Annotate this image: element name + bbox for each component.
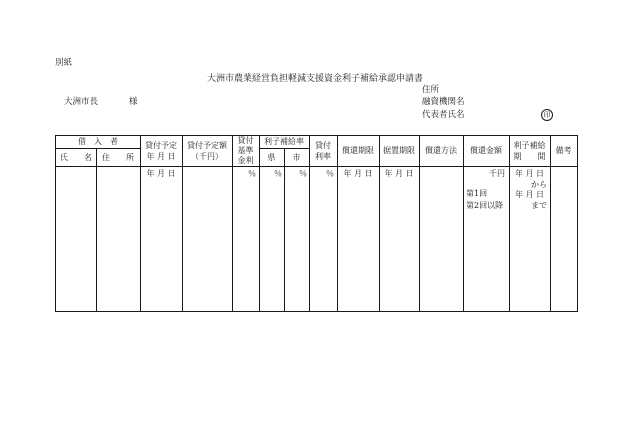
header-bottom-rule (56, 166, 577, 167)
repay-date-cell: 年 月 日 (343, 169, 373, 178)
repay-period-header: 償還期限 (342, 146, 374, 155)
attachment-label: 別紙 (55, 58, 73, 68)
prefecture-header: 県 (267, 153, 276, 162)
address-header: 住 所 (102, 153, 134, 162)
period-from-label: から (531, 180, 547, 189)
repay-method-header: 償還方法 (425, 146, 457, 155)
addressee: 大洲市長 (64, 97, 99, 107)
loan-rate-header: 利率 (315, 152, 331, 161)
loan-amount-header: 貸付予定額 (187, 141, 227, 150)
base-rate-header: 金利 (237, 156, 254, 165)
col-rule (550, 136, 551, 311)
col-rule (419, 136, 420, 311)
remarks-header: 備考 (555, 146, 572, 155)
representative-label: 代表者氏名 (422, 110, 465, 120)
loan-schedule-header: 貸付予定 (145, 141, 177, 150)
col-rule (337, 136, 338, 311)
seal-mark: 印 (541, 109, 553, 121)
loan-rate-header: 貸付 (315, 141, 331, 150)
period-to-label: まで (531, 201, 547, 210)
col-rule (140, 136, 141, 311)
institution-label: 融資機関名 (422, 97, 465, 107)
loan-rate-cell: ％ (326, 169, 334, 178)
subsidy-rate-header: 利子補給率 (264, 137, 304, 146)
city-rate-cell: ％ (299, 169, 307, 178)
col-rule (509, 136, 510, 311)
pref-rate-cell: ％ (274, 169, 282, 178)
col-rule (379, 136, 380, 311)
loan-amount-unit: （千円） (191, 152, 223, 161)
col-rule (463, 136, 464, 311)
address-label: 住所 (422, 85, 440, 95)
base-rate-header: 基準 (237, 146, 254, 155)
later-installments: 第2回以降 (466, 201, 504, 210)
loan-schedule-date-header: 年 月 日 (146, 152, 176, 161)
col-rule (309, 136, 310, 311)
grace-period-header: 据置期限 (383, 146, 415, 155)
first-installment: 第1回 (466, 189, 488, 198)
borrower-subrule (56, 148, 140, 149)
subsidy-period-header: 期 間 (513, 152, 546, 161)
city-header: 市 (292, 153, 301, 162)
period-to-date: 年 月 日 (514, 190, 545, 199)
honorific: 様 (129, 97, 138, 107)
repay-amount-unit: 千円 (489, 169, 505, 178)
period-from-date: 年 月 日 (514, 169, 545, 178)
document-title: 大洲市農業経営負担軽減支援資金利子補給承認申請書 (206, 74, 423, 84)
base-rate-cell: ％ (248, 169, 256, 178)
borrower-header: 借 入 者 (78, 137, 118, 146)
application-table (55, 135, 578, 312)
loan-date-cell: 年 月 日 (146, 169, 176, 178)
repay-amount-header: 償還金額 (470, 146, 502, 155)
name-header: 氏 名 (60, 153, 92, 162)
grace-date-cell: 年 月 日 (384, 169, 414, 178)
col-rule (182, 136, 183, 311)
subsidy-period-header: 利子補給 (513, 141, 546, 150)
col-rule (259, 136, 260, 311)
col-rule (96, 148, 97, 311)
base-rate-header: 貸付 (237, 136, 254, 145)
